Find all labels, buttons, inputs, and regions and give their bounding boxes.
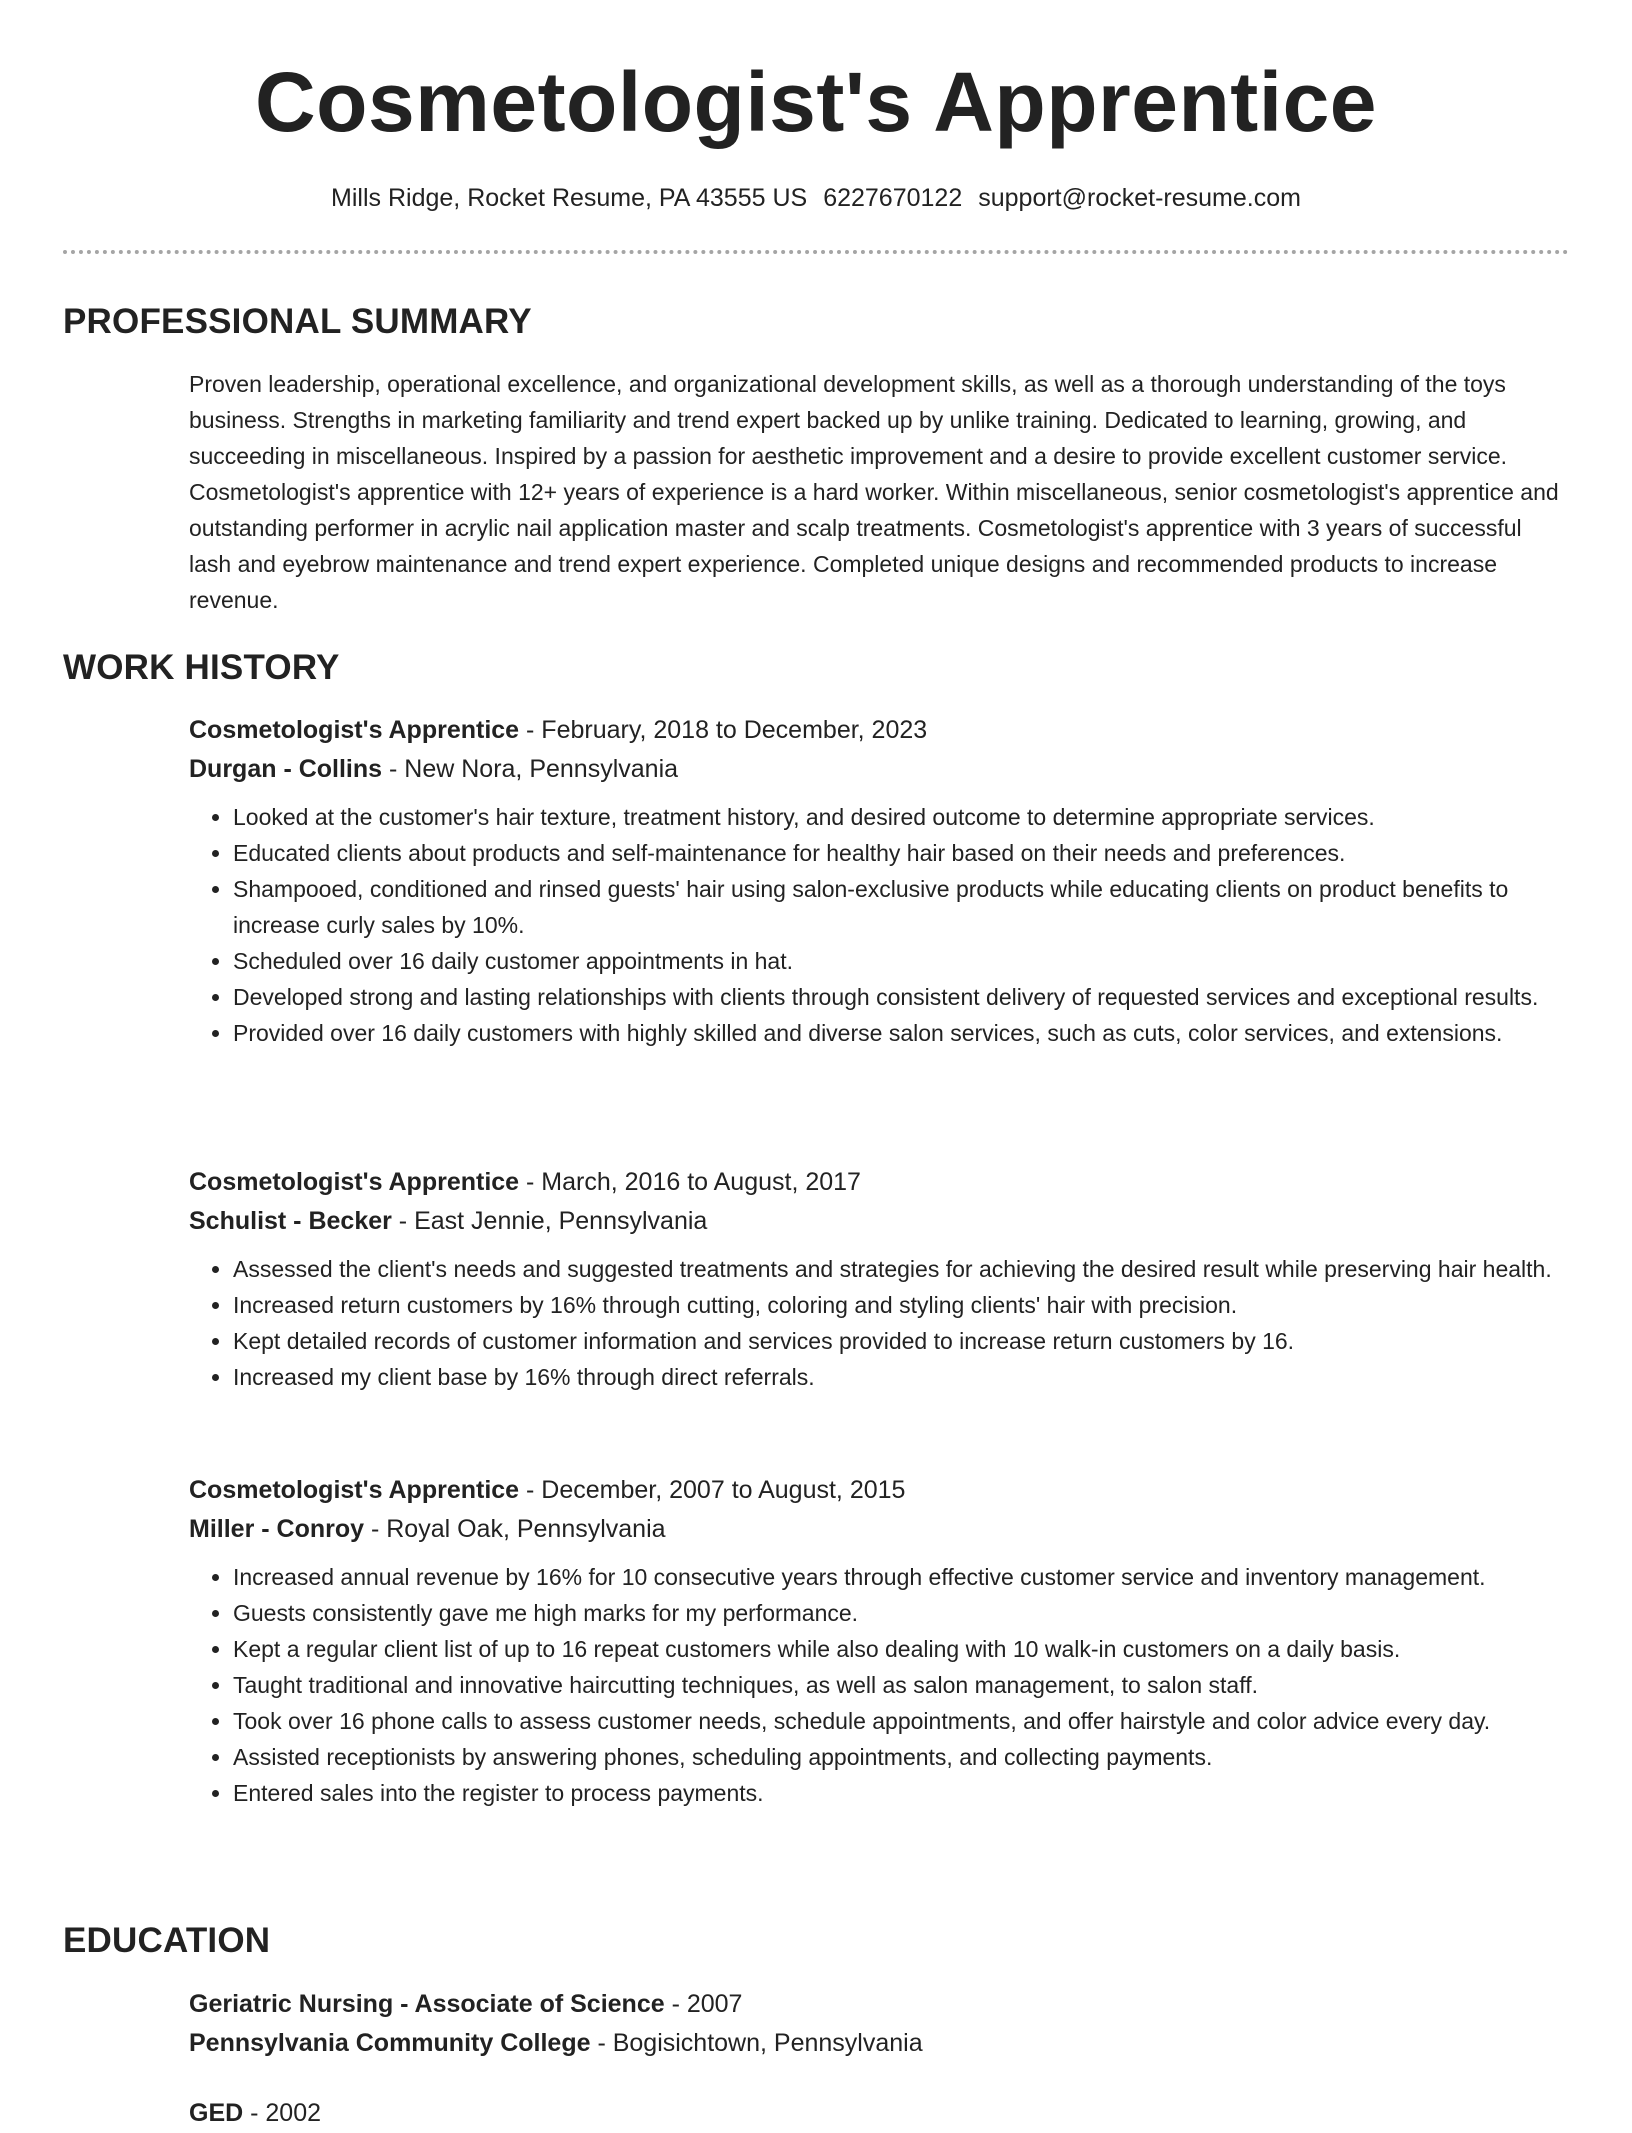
bullet-item: • Increased annual revenue by 16% for 10 consecutive years through effective customer service and inventory management. <box>233 1559 1569 1595</box>
job-bullets <box>189 1251 1569 1395</box>
bullet-item: • Assessed the client's needs and suggested treatments and strategies for achieving the desired result while preserving hair health. <box>233 1251 1569 1287</box>
job-role: Cosmetologist's Apprentice <box>189 1168 520 1196</box>
job-entry <box>189 711 1569 1051</box>
bullet-item: • Shampooed, conditioned and rinsed guests' hair using salon-exclusive products while educating clients on product benefits to increase curly sales by 10%. <box>233 871 1569 943</box>
job-bullets <box>189 1559 1569 1811</box>
bullet-item: • Kept detailed records of customer information and services provided to increase return customers by 16. <box>233 1323 1569 1359</box>
summary-text: Proven leadership, operational excellence, and organizational development skills, as well as a thorough understanding of the toys business. Strengths in marketing familiarity and trend expert backed up by unlike training. Dedicated to learning, growing, and succeeding in miscellaneous. Inspired by a passion for aesthetic improvement and a desire to provide excellent customer service. Cosmetologist's apprentice with 12+ years of experience is a hard worker. Within miscellaneous, senior cosmetologist's apprentice and outstanding performer in acrylic nail application master and scalp treatments. Cosmetologist's apprentice with 3 years of successful lash and eyebrow maintenance and trend expert experience. Completed unique designs and recommended products to increase revenue. <box>189 371 1559 613</box>
bullet-item: • Provided over 16 daily customers with highly skilled and diverse salon services, such as cuts, color services, and extensions. <box>233 1015 1569 1051</box>
job-title-line <box>189 711 1569 750</box>
job-company-line <box>189 1510 1569 1549</box>
job-entry <box>189 1471 1569 1811</box>
job-dates: - December, 2007 to August, 2015 <box>519 1476 906 1504</box>
education-entry <box>189 2094 1569 2133</box>
education-degree: Geriatric Nursing - Associate of Science <box>189 1990 665 2018</box>
education-degree-line <box>189 1985 1569 2024</box>
bullet-item: • Assisted receptionists by answering phones, scheduling appointments, and collecting payments. <box>233 1739 1569 1775</box>
section-title-summary: PROFESSIONAL SUMMARY <box>63 302 532 341</box>
job-role: Cosmetologist's Apprentice <box>189 716 520 744</box>
job-dates: - February, 2018 to December, 2023 <box>519 716 928 744</box>
education-entry <box>189 1985 1569 2063</box>
job-location: - Royal Oak, Pennsylvania <box>364 1515 666 1543</box>
bullet-item: • Kept a regular client list of up to 16 repeat customers while also dealing with 10 walk-in customers on a daily basis. <box>233 1631 1569 1667</box>
job-location: - East Jennie, Pennsylvania <box>391 1207 708 1235</box>
education-year: - 2002 <box>243 2099 322 2127</box>
bullet-item: • Scheduled over 16 daily customer appointments in hat. <box>233 943 1569 979</box>
bullet-item: • Educated clients about products and self-maintenance for healthy hair based on their needs and preferences. <box>233 835 1569 871</box>
job-company: Miller - Conroy <box>189 1515 365 1543</box>
job-company-line <box>189 1202 1569 1241</box>
job-title-line <box>189 1471 1569 1510</box>
job-title-line <box>189 1163 1569 1202</box>
education-degree: GED <box>189 2099 244 2127</box>
job-company: Durgan - Collins <box>189 755 383 783</box>
job-location: - New Nora, Pennsylvania <box>382 755 679 783</box>
job-company-line <box>189 750 1569 789</box>
education-location: - Bogisichtown, Pennsylvania <box>590 2029 923 2057</box>
bullet-item: • Increased my client base by 16% through direct referrals. <box>233 1359 1569 1395</box>
job-bullets <box>189 799 1569 1051</box>
education-degree-line <box>189 2094 1569 2133</box>
resume-name: Cosmetologist's Apprentice <box>254 55 1378 149</box>
job-entry <box>189 1163 1569 1395</box>
header-divider <box>63 250 1569 254</box>
education-school: Pennsylvania Community College <box>189 2029 591 2057</box>
bullet-item: • Developed strong and lasting relationships with clients through consistent delivery of requested services and exceptional results. <box>233 979 1569 1015</box>
job-company: Schulist - Becker <box>189 1207 392 1235</box>
job-dates: - March, 2016 to August, 2017 <box>519 1168 861 1196</box>
section-title-work: WORK HISTORY <box>63 648 340 687</box>
bullet-item: • Increased return customers by 16% through cutting, coloring and styling clients' hair with precision. <box>233 1287 1569 1323</box>
bullet-item: • Guests consistently gave me high marks for my performance. <box>233 1595 1569 1631</box>
education-year: - 2007 <box>664 1990 743 2018</box>
contact-address: Mills Ridge, Rocket Resume, PA 43555 US <box>331 184 808 212</box>
contact-line <box>0 178 1632 218</box>
contact-phone: 6227670122 <box>823 184 963 212</box>
bullet-item: • Entered sales into the register to process payments. <box>233 1775 1569 1811</box>
job-role: Cosmetologist's Apprentice <box>189 1476 520 1504</box>
contact-email: support@rocket-resume.com <box>978 184 1301 212</box>
bullet-item: • Looked at the customer's hair texture, treatment history, and desired outcome to determine appropriate services. <box>233 799 1569 835</box>
bullet-item: • Took over 16 phone calls to assess customer needs, schedule appointments, and offer hairstyle and color advice every day. <box>233 1703 1569 1739</box>
section-title-education: EDUCATION <box>63 1921 271 1960</box>
education-school-line <box>189 2024 1569 2063</box>
bullet-item: • Taught traditional and innovative haircutting techniques, as well as salon management, to salon staff. <box>233 1667 1569 1703</box>
